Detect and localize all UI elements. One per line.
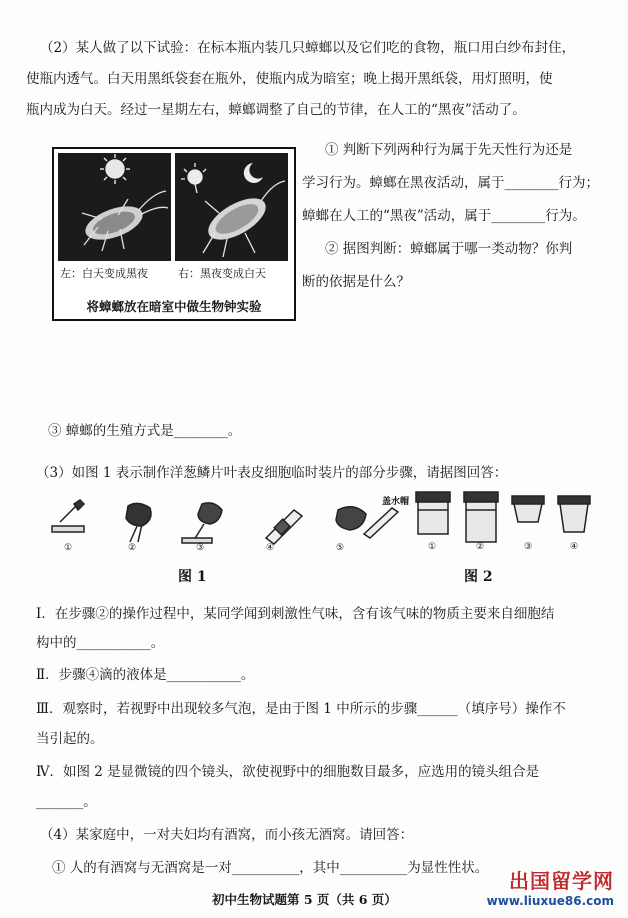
cockroach-experiment-picture	[52, 147, 296, 321]
q4-sub1: ① 人的有酒窝与无酒窝是一对__________，其中__________为显性性状。	[52, 860, 489, 876]
fig2-lens-1-number: ①	[428, 542, 437, 552]
q3-III-line1: Ⅲ．观察时，若视野中出现较多气泡，是由于图 1 中所示的步骤______（填序号）操作不	[36, 701, 566, 717]
q3-I-line1: Ⅰ．在步骤②的操作过程中，某同学闻到刺激性气味，含有该气味的物质主要来自细胞结	[36, 606, 555, 622]
step5-hand-icon	[336, 507, 398, 538]
fig2-tag: 盖水帽	[382, 497, 410, 507]
watermark-name: 出国留学网	[509, 869, 614, 893]
q3-IV-line2: _______。	[36, 794, 97, 810]
q2-intro-line1: （2）某人做了以下试验：在标本瓶内装几只蟑螂以及它们吃的食物，瓶口用白纱布封住，	[40, 40, 576, 56]
step3-hand-icon	[182, 503, 222, 543]
lens4-icon	[558, 496, 590, 532]
figure1-label: 图 1	[178, 569, 207, 585]
fig1-step-3-number: ③	[196, 543, 205, 553]
figure2-label: 图 2	[464, 569, 493, 585]
fig1-step-5-number: ⑤	[336, 543, 345, 553]
caption-left: 左：白天变成黑夜	[60, 267, 148, 280]
fig1-step-1-number: ①	[64, 543, 73, 553]
q3-IV-line1: Ⅳ．如图 2 是显微镜的四个镜头，欲使视野中的细胞数目最多，应选用的镜头组合是	[36, 764, 540, 780]
figure1-steps	[46, 496, 408, 556]
q2-sub1-line1: ① 判断下列两种行为属于先天性行为还是	[325, 142, 573, 158]
lens1-icon	[416, 492, 450, 534]
step4-slide-icon	[266, 510, 302, 544]
q3-III-line2: 当引起的。	[36, 731, 104, 747]
lens2-icon	[464, 492, 498, 542]
q2-sub1-line3: 蟑螂在人工的“黑夜”活动，属于________行为。	[302, 208, 586, 224]
fig1-step-2-number: ②	[128, 543, 137, 553]
panel-night-to-day	[175, 153, 288, 261]
fig2-lens-2-number: ②	[476, 542, 485, 552]
fig1-step-4-number: ④	[266, 543, 275, 553]
watermark-url: www.liuxue86.com	[486, 894, 614, 908]
q2-sub2-line2: 断的依据是什么？	[302, 274, 410, 290]
step1-dropper-icon	[52, 500, 84, 532]
moon-lamp-cockroach-illustration	[175, 153, 288, 261]
q4-intro: （4）某家庭中，一对夫妇均有酒窝，而小孩无酒窝。请回答：	[40, 827, 414, 843]
q3-intro: （3）如图 1 表示制作洋葱鳞片叶表皮细胞临时装片的部分步骤，请据图回答：	[36, 465, 508, 481]
site-watermark	[487, 865, 614, 908]
fig2-lens-3-number: ③	[524, 542, 533, 552]
moon-icon	[244, 163, 263, 183]
panel-day-to-night	[58, 153, 171, 261]
q3-II: Ⅱ．步骤④滴的液体是___________。	[36, 667, 255, 683]
sun-cockroach-illustration	[58, 153, 171, 261]
q2-sub2-line1: ② 据图判断：蟑螂属于哪一类动物？你判	[325, 241, 573, 257]
fig2-lens-4-number: ④	[570, 542, 579, 552]
picture-footer: 将蟑螂放在暗室中做生物钟实验	[86, 299, 262, 314]
lens3-icon	[512, 496, 544, 522]
q2-sub1-line2: 学习行为。蟑螂在黑夜活动，属于________行为；	[302, 175, 599, 191]
lamp-icon	[181, 163, 206, 193]
cockroach-icon	[202, 181, 285, 257]
step2-tweezers-icon	[126, 503, 151, 542]
q3-I-line2: 构中的___________。	[36, 635, 165, 651]
page-footer: 初中生物试题第 5 页（共 6 页）	[212, 892, 397, 907]
cockroach-icon	[81, 191, 168, 251]
q2-intro-line3: 瓶内成为白天。经过一星期左右，蟑螂调整了自己的节律，在人工的“黑夜”活动了。	[26, 102, 526, 118]
q2-intro-line2: 使瓶内透气。白天用黑纸袋套在瓶外，使瓶内成为暗室；晚上揭开黑纸袋，用灯照明，使	[26, 71, 553, 87]
caption-right: 右：黑夜变成白天	[178, 267, 266, 280]
q2-sub3: ③ 蟑螂的生殖方式是________。	[48, 423, 242, 439]
